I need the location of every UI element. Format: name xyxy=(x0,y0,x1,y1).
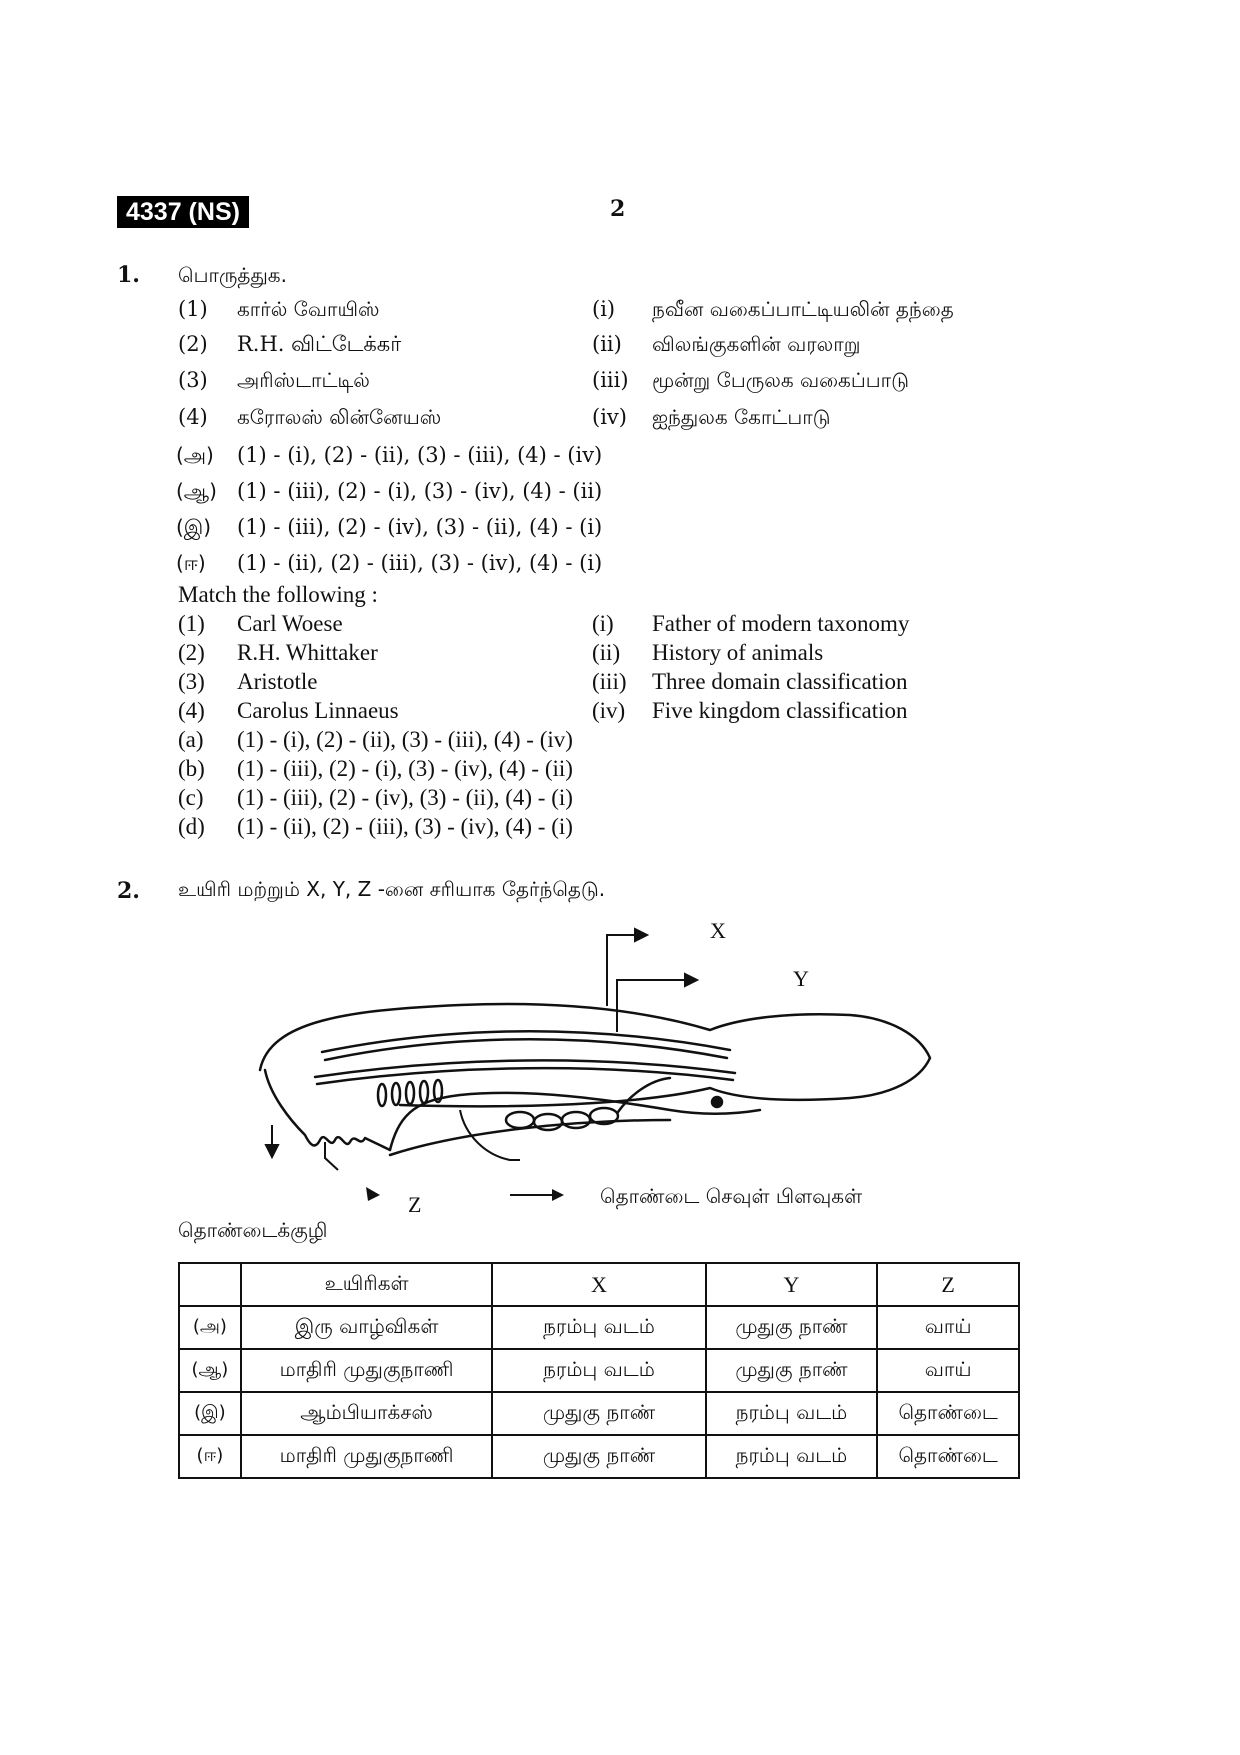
q2-options-table xyxy=(178,1262,1020,1479)
en-item-roman: (iv) xyxy=(592,698,626,723)
en-option-label: (c) xyxy=(178,785,204,810)
en-item-num: (3) xyxy=(178,669,205,694)
en-item-left: Aristotle xyxy=(237,669,318,694)
table-row xyxy=(179,1392,1019,1435)
ta-item-right: மூன்று பேருலக வகைப்பாடு xyxy=(652,368,909,392)
ta-item-right: ஐந்துலக கோட்பாடு xyxy=(652,405,831,429)
ta-option-label: (அ) xyxy=(176,443,214,467)
ta-item-left: அரிஸ்டாட்டில் xyxy=(237,368,370,392)
table-row xyxy=(179,1435,1019,1478)
table-header-cell: Y xyxy=(706,1263,878,1306)
table-cell: வாய் xyxy=(877,1306,1019,1349)
table-cell: நரம்பு வடம் xyxy=(492,1306,705,1349)
en-option-text: (1) - (iii), (2) - (i), (3) - (iv), (4) - (ii) xyxy=(237,756,573,781)
en-item-right: Father of modern taxonomy xyxy=(652,611,910,636)
option-label: (இ) xyxy=(179,1392,241,1435)
en-item-right: Five kingdom classification xyxy=(652,698,908,723)
en-item-left: R.H. Whittaker xyxy=(237,640,378,665)
table-cell: இரு வாழ்விகள் xyxy=(241,1306,492,1349)
en-option-label: (a) xyxy=(178,727,204,752)
table-cell: முதுகு நாண் xyxy=(492,1435,705,1478)
table-cell: வாய் xyxy=(877,1349,1019,1392)
paper-code-badge: 4337 (NS) xyxy=(117,196,249,228)
ta-option-label: (ஆ) xyxy=(176,479,217,503)
ta-item-num: (3) xyxy=(178,368,208,392)
ta-option-label: (இ) xyxy=(176,515,212,539)
table-header-row xyxy=(179,1263,1019,1306)
diagram-label-pharynx: தொண்டைக்குழி xyxy=(178,1218,328,1242)
table-header-cell: X xyxy=(492,1263,705,1306)
diagram-label-x: X xyxy=(710,918,726,943)
table-header-cell xyxy=(179,1263,241,1306)
table-row xyxy=(179,1349,1019,1392)
question-1-number: 1. xyxy=(117,262,140,288)
ta-option-text: (1) - (ii), (2) - (iii), (3) - (iv), (4) - (i) xyxy=(237,551,603,575)
question-1-title-en: Match the following : xyxy=(178,582,378,607)
en-option-text: (1) - (ii), (2) - (iii), (3) - (iv), (4) - (i) xyxy=(237,814,573,839)
table-cell: முதுகு நாண் xyxy=(492,1392,705,1435)
ta-item-num: (4) xyxy=(178,405,208,429)
ta-item-left: R.H. விட்டேக்கர் xyxy=(237,332,402,356)
option-label: (ஆ) xyxy=(179,1349,241,1392)
en-item-roman: (ii) xyxy=(592,640,621,665)
ta-option-text: (1) - (iii), (2) - (i), (3) - (iv), (4) - (ii) xyxy=(237,479,603,503)
table-cell: தொண்டை xyxy=(877,1392,1019,1435)
diagram-label-y: Y xyxy=(793,966,809,991)
en-item-left: Carl Woese xyxy=(237,611,343,636)
question-2-number: 2. xyxy=(117,878,140,904)
en-item-roman: (i) xyxy=(592,611,614,636)
option-label: (அ) xyxy=(179,1306,241,1349)
ta-option-text: (1) - (iii), (2) - (iv), (3) - (ii), (4) - (i) xyxy=(237,515,603,539)
en-item-right: History of animals xyxy=(652,640,824,665)
en-option-text: (1) - (i), (2) - (ii), (3) - (iii), (4) - (iv) xyxy=(237,727,573,752)
option-label: (ஈ) xyxy=(179,1435,241,1478)
table-cell: மாதிரி முதுகுநாணி xyxy=(241,1349,492,1392)
table-cell: முதுகு நாண் xyxy=(706,1349,878,1392)
en-option-label: (d) xyxy=(178,814,205,839)
en-option-label: (b) xyxy=(178,756,205,781)
en-item-right: Three domain classification xyxy=(652,669,908,694)
ta-item-roman: (i) xyxy=(592,297,616,321)
body-outline xyxy=(260,1004,930,1106)
z-arrow-head xyxy=(366,1185,396,1205)
table-cell: தொண்டை xyxy=(877,1435,1019,1478)
page-number: 2 xyxy=(610,196,626,222)
en-item-num: (2) xyxy=(178,640,205,665)
ta-item-roman: (iv) xyxy=(592,405,627,429)
en-item-left: Carolus Linnaeus xyxy=(237,698,399,723)
table-cell: முதுகு நாண் xyxy=(706,1306,878,1349)
ta-item-num: (1) xyxy=(178,297,208,321)
ta-item-num: (2) xyxy=(178,332,208,356)
ta-option-label: (ஈ) xyxy=(176,551,206,575)
table-header-cell: Z xyxy=(877,1263,1019,1306)
ta-item-right: நவீன வகைப்பாட்டியலின் தந்தை xyxy=(652,297,954,321)
ta-item-right: விலங்குகளின் வரலாறு xyxy=(652,332,861,356)
en-option-text: (1) - (iii), (2) - (iv), (3) - (ii), (4) - (i) xyxy=(237,785,573,810)
table-row xyxy=(179,1306,1019,1349)
ta-item-left: கரோலஸ் லின்னேயஸ் xyxy=(237,405,442,429)
table-cell: ஆம்பியாக்சஸ் xyxy=(241,1392,492,1435)
diagram-label-gill-slits: தொண்டை செவுள் பிளவுகள் xyxy=(600,1184,863,1208)
diagram-label-z: Z xyxy=(408,1192,422,1217)
en-item-num: (1) xyxy=(178,611,205,636)
gill-arrow-head xyxy=(510,1185,570,1205)
question-1-title-ta: பொருத்துக. xyxy=(178,263,287,287)
ta-option-text: (1) - (i), (2) - (ii), (3) - (iii), (4) - (iv) xyxy=(237,443,603,467)
table-cell: நரம்பு வடம் xyxy=(706,1392,878,1435)
ta-item-roman: (iii) xyxy=(592,368,629,392)
table-cell: நரம்பு வடம் xyxy=(492,1349,705,1392)
en-item-num: (4) xyxy=(178,698,205,723)
en-item-roman: (iii) xyxy=(592,669,627,694)
table-cell: நரம்பு வடம் xyxy=(706,1435,878,1478)
question-2-text: உயிரி மற்றும் X, Y, Z -னை சரியாக தேர்ந்தெடு. xyxy=(178,877,606,901)
ta-item-roman: (ii) xyxy=(592,332,622,356)
table-cell: மாதிரி முதுகுநாணி xyxy=(241,1435,492,1478)
ta-item-left: கார்ல் வோயிஸ் xyxy=(237,297,380,321)
table-header-cell: உயிரிகள் xyxy=(241,1263,492,1306)
